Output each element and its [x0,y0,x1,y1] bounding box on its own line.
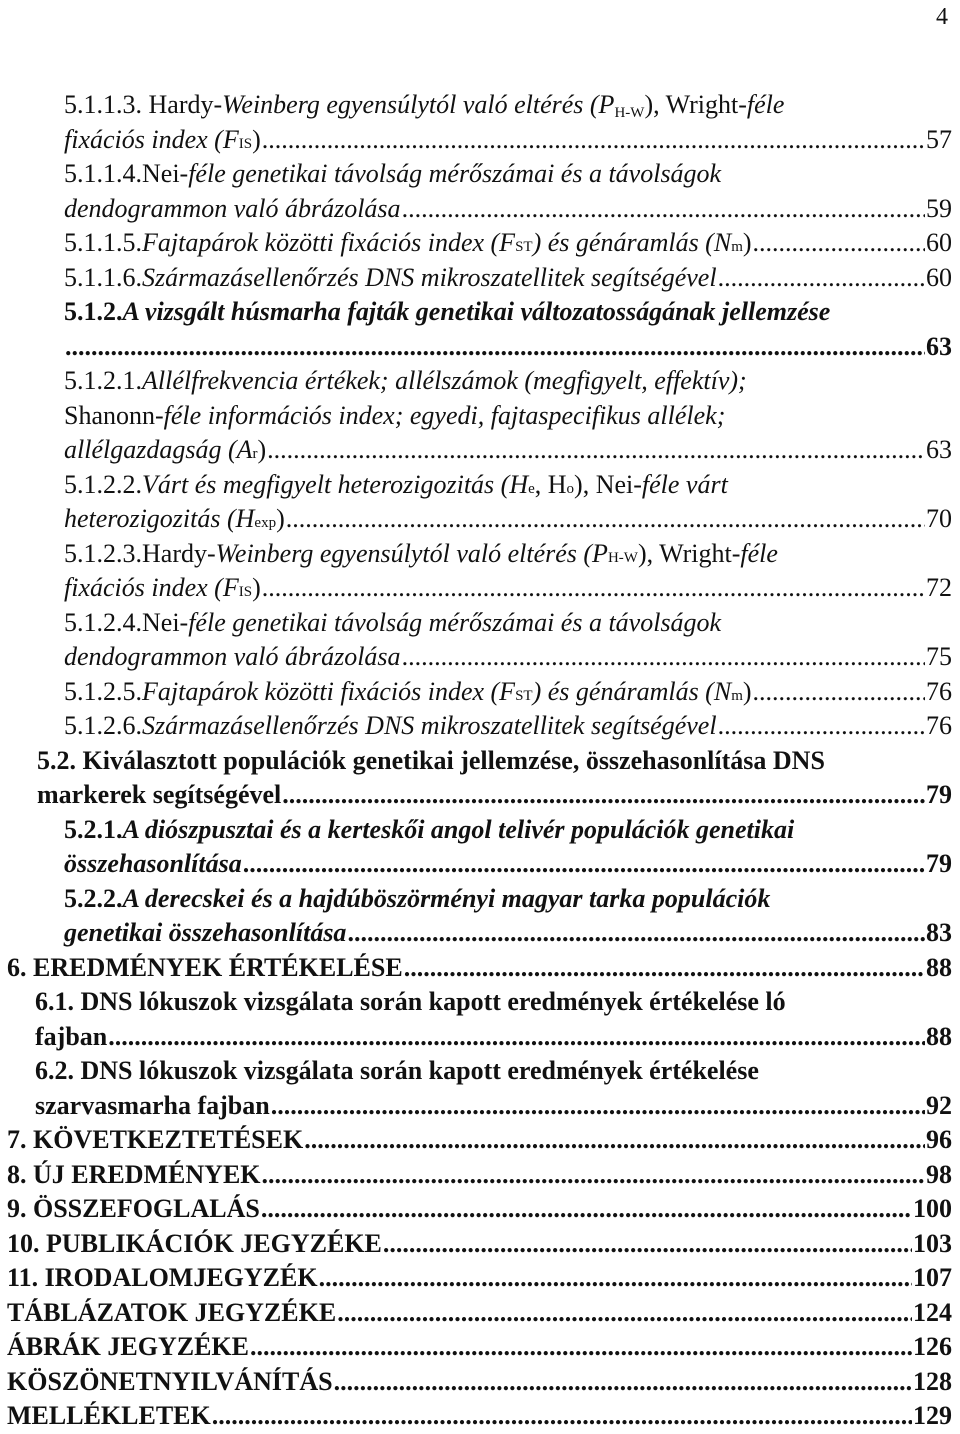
toc-text [64,88,784,123]
text-part: Weinberg egyensúlytól való eltérés (P [222,90,615,119]
page-ref: 60 [926,228,952,257]
text-part: féle genetikai távolság mérőszámai és a távolságok [188,607,722,637]
leader-dots [267,433,925,468]
page-ref: 60 [926,262,952,292]
toc-line [7,1192,952,1227]
page-ref: 129 [913,1401,952,1430]
toc-line [7,1330,952,1365]
text-part: dendogrammon való ábrázolása [64,193,401,223]
text-part: TÁBLÁZATOK JEGYZÉKE [7,1297,337,1327]
entry-number: 5.1.1.3. [64,90,142,119]
toc-line [7,1399,952,1434]
toc-entry-5-2-2[interactable] [64,882,952,951]
toc-line [64,295,952,330]
toc-line: fixációs index (F IS ) ..... 72 [64,571,952,606]
toc-entry-5-1-1-5[interactable] [64,226,952,261]
text-part: féle információs index; egyedi, fajtaspecifikus allélek; [163,400,726,430]
text-part: MELLÉKLETEK [7,1401,211,1430]
toc-line [7,951,952,986]
entry-number: 5.2.2. [64,883,123,913]
entry-number: 5.1.2.6. [64,711,142,740]
leader-dots [718,709,925,744]
text-part: dendogrammon való ábrázolása [64,642,401,671]
leader-dots [383,1227,912,1262]
toc-line [64,709,952,744]
text-part: féle [740,538,778,568]
page-ref: 98 [926,1159,952,1189]
leader-dots [212,1399,912,1434]
leader-dots [262,1158,925,1193]
toc-line [7,1261,952,1296]
entry-number: 5.1.2.3. [64,538,142,568]
toc-line [64,640,952,675]
page-ref: 83 [926,918,952,947]
text-part: Weinberg egyensúlytól való eltérés (P [215,538,608,568]
text-part: Fajtapárok közötti fixációs index (F [142,228,516,257]
leader-dots [718,261,925,296]
text-part: 7. KÖVETKEZTETÉSEK [7,1125,304,1154]
entry-number: 5.1.2.4. [64,607,142,637]
text-part: ) [257,435,267,464]
page-ref: 96 [926,1125,952,1154]
leader-dots [250,1330,912,1365]
entry-number: 5.1.1.5. [64,228,142,257]
leader-dots [304,1123,925,1158]
page-ref: 59 [926,193,952,223]
toc-entry-acknowledgements[interactable] [7,1365,952,1400]
toc-entry-6-2[interactable] [35,1054,952,1123]
text-part: szarvasmarha fajban [35,1090,270,1120]
page-ref: 57 [926,124,952,154]
page-ref: 103 [913,1228,952,1258]
leader-dots [753,226,925,261]
leader-dots [262,571,925,606]
toc-line [7,1158,952,1193]
text-part: ) [276,504,285,533]
toc-entry-5-1-2[interactable] [64,295,952,364]
toc-line [64,88,952,123]
leader-dots [402,640,925,675]
text-part: ) [252,124,261,154]
leader-dots [262,123,925,158]
page-number: 4 [936,4,948,30]
toc-line [35,1054,952,1089]
toc-entry-6[interactable] [7,951,952,986]
toc-line: fixációs index (F IS ) ..... 57 [64,123,952,158]
text-part: Hardy- [142,90,223,119]
entry-number: 5.1.2.1. [64,366,142,395]
text-part: ), Wright- [637,538,741,568]
page-ref: 100 [913,1194,952,1223]
toc-entry-9[interactable] [7,1192,952,1227]
toc-line [64,847,952,882]
toc-line [64,399,952,434]
text-part: Hardy- [142,538,216,568]
toc-line [64,916,952,951]
leader-dots [282,778,925,813]
toc-entry-5-2-1[interactable] [64,813,952,882]
text-part: féle genetikai távolság mérőszámai és a távolságok [188,159,722,188]
text-part: genetikai összehasonlítása [64,918,347,947]
toc-line: 5.1.1.5. Fajtapárok közötti fixációs index (F ST ) és génáramlás (N m ) ..... 60 [64,226,952,261]
text-part: KÖSZÖNETNYILVÁNÍTÁS [7,1366,333,1396]
leader-dots [271,1089,925,1124]
leader-dots [334,1365,912,1400]
page-ref: 124 [913,1297,952,1327]
toc-entry-5-1-2-2[interactable] [64,468,952,537]
text-part: Származásellenőrzés DNS mikroszatellitek segítségével [142,711,717,740]
toc-line [64,192,952,227]
toc-line [64,364,952,399]
page-ref: 72 [926,573,952,602]
entry-number: 5.1.2. [64,297,123,326]
text-part: Shanonn- [64,400,164,430]
page-ref: 63 [926,435,952,464]
toc-entry-11[interactable] [7,1261,952,1296]
toc-line [7,1365,952,1400]
leader-dots [347,916,925,951]
leader-dots [404,951,925,986]
entry-number: 5.1.2.5. [64,676,142,706]
page-ref: 70 [926,504,952,533]
toc-line [64,813,952,848]
text-part: Allélfrekvencia értékek; allélszámok (megfigyelt, effektív); [142,366,747,395]
page-ref: 79 [926,780,952,809]
toc-entry-5-1-2-5[interactable] [64,675,952,710]
toc-line [7,1296,952,1331]
text-part: fixációs index (F [64,124,239,154]
text-part: összehasonlítása [64,849,242,878]
text-part: 6.1. DNS lókuszok vizsgálata során kapott eredmények értékelése ló [35,987,786,1016]
toc-entry-7[interactable] [7,1123,952,1158]
leader-dots [108,1020,925,1055]
leader-dots [243,847,925,882]
text-part: 8. ÚJ EREDMÉNYEK [7,1159,261,1189]
text-part: 5.2. Kiválasztott populációk genetikai jellemzése, összehasonlítása DNS [37,745,825,775]
leader-dots [753,675,925,710]
text-part: féle [746,90,785,119]
toc-entry-5-1-2-1[interactable] [64,364,952,468]
toc-entry-5-1-1-6[interactable] [64,261,952,296]
toc-line: 5.1.2.5. Fajtapárok közötti fixációs index (F ST ) és génáramlás (N m ) ..... 76 [64,675,952,710]
toc-entry-appendices[interactable] [7,1399,952,1434]
entry-number: 5.2.1. [64,814,123,844]
toc-entry-tables[interactable] [7,1296,952,1331]
toc-line [35,985,952,1020]
page-ref: 126 [913,1332,952,1361]
toc-line [37,744,952,779]
text-part: ), Nei- [574,469,642,499]
toc-line [35,1089,952,1124]
toc-entry-5-1-2-3[interactable] [64,537,952,606]
text-part: Nei- [142,159,189,188]
text-part: ) és génáramlás (N [532,676,732,706]
text-part: Fajtapárok közötti fixációs index (F [142,676,516,706]
text-part: féle várt [641,469,728,499]
leader-dots [337,1296,912,1331]
toc-entry-8[interactable] [7,1158,952,1193]
text-part: Nei- [142,607,189,637]
text-part: markerek segítségével [37,780,282,809]
text-part: ) [252,573,261,602]
text-part: fajban [35,1021,108,1051]
leader-dots [261,1192,912,1227]
toc-line: 5.1.2.2. Várt és megfigyelt heterozigozitás (H e , H o ), Nei- féle várt [64,468,952,503]
text-part: heterozigozitás (H [64,504,255,533]
text-part: Várt és megfigyelt heterozigozitás (H [142,469,529,499]
text-part: 9. ÖSSZEFOGLALÁS [7,1194,260,1223]
text-part: 10. PUBLIKÁCIÓK JEGYZÉKE [7,1228,382,1258]
text-part: ) [742,676,752,706]
text-part: ), Wright- [644,90,747,119]
toc-line [7,1227,952,1262]
text-part: Származásellenőrzés DNS mikroszatellitek segítségével [142,262,717,292]
page-ref: 75 [926,642,952,671]
toc-line [64,330,952,365]
leader-dots [65,330,925,365]
page-ref: 63 [926,331,952,361]
toc-line [35,1020,952,1055]
text-part: 6. EREDMÉNYEK ÉRTÉKELÉSE [7,952,403,982]
text-part: ) és génáramlás (N [532,228,732,257]
page-ref: 88 [926,952,952,982]
toc-entry-5-1-1-3[interactable] [64,88,952,157]
table-of-contents [0,88,960,1434]
text-part: 6.2. DNS lókuszok vizsgálata során kapott eredmények értékelése [35,1056,759,1085]
toc-entry-5-2[interactable] [37,744,952,813]
page-ref: 79 [926,849,952,878]
entry-number: 5.1.1.6. [64,262,142,292]
text-part: fixációs index (F [64,573,239,602]
toc-line: heterozigozitás (H exp ) ..... 70 [64,502,952,537]
page-ref: 76 [926,711,952,740]
text-part: , H [534,469,567,499]
toc-line [64,261,952,296]
text-part: A derecskei és a hajdúböszörményi magyar tarka populációk [122,883,771,913]
page-ref: 128 [913,1366,952,1396]
toc-entry-5-1-2-6[interactable] [64,709,952,744]
text-part: ) [742,228,752,257]
text-part: 11. IRODALOMJEGYZÉK [7,1263,318,1292]
page-ref: 107 [913,1263,952,1292]
toc-line [64,882,952,917]
text-part: A diószpusztai és a kerteskői angol telivér populációk genetikai [122,814,795,844]
entry-number: 5.1.2.2. [64,469,142,499]
leader-dots [319,1261,912,1296]
page-ref: 92 [926,1090,952,1120]
text-part: allélgazdagság (A [64,435,253,464]
toc-line [7,1123,952,1158]
page-ref: 88 [926,1021,952,1051]
toc-entry-5-1-2-4[interactable] [64,606,952,675]
entry-number: 5.1.1.4. [64,159,142,188]
text-part: A vizsgált húsmarha fajták genetikai változatosságának jellemzése [122,297,831,326]
toc-entry-figures[interactable] [7,1330,952,1365]
leader-dots [402,192,925,227]
toc-line [64,606,952,641]
toc-line: allélgazdagság (A r ) ..... 63 [64,433,952,468]
text-part: ÁBRÁK JEGYZÉKE [7,1332,249,1361]
toc-entry-10[interactable] [7,1227,952,1262]
toc-line [64,157,952,192]
toc-entry-5-1-1-4[interactable] [64,157,952,226]
toc-line: 5.1.2.3. Hardy- Weinberg egyensúlytól való eltérés (P H-W ), Wright- féle [64,537,952,572]
toc-entry-6-1[interactable] [35,985,952,1054]
leader-dots [286,502,925,537]
page-ref: 76 [926,676,952,706]
subscript: H-W [614,105,645,121]
toc-line [37,778,952,813]
